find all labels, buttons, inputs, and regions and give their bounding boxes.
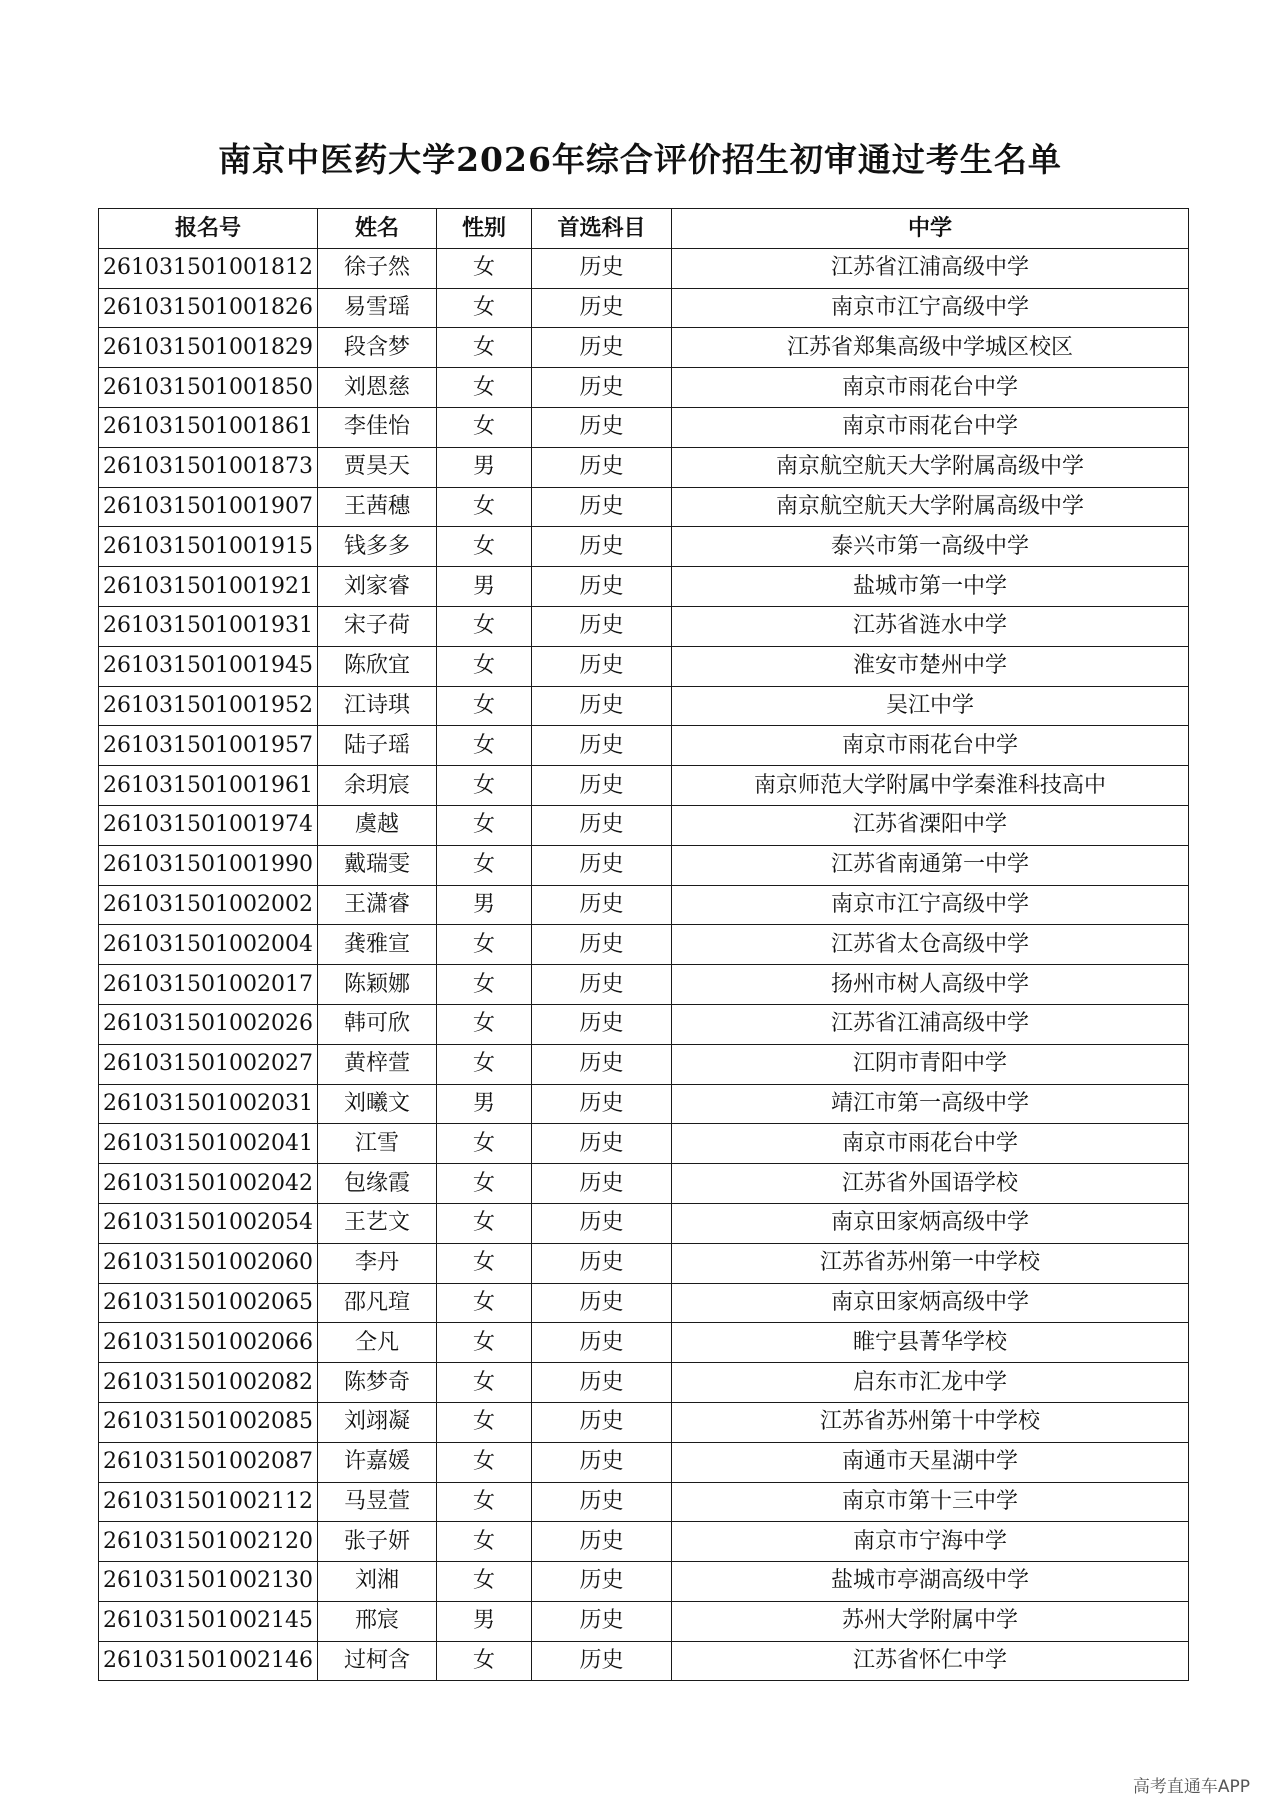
registration-number-cell: 261031501002026 (99, 1004, 318, 1044)
school-cell: 南京田家炳高级中学 (672, 1283, 1189, 1323)
table-row (99, 1641, 1189, 1681)
primary-subject-cell: 历史 (532, 1004, 672, 1044)
table-row (99, 1044, 1189, 1084)
school-cell: 南京市江宁高级中学 (672, 288, 1189, 328)
table-row (99, 487, 1189, 527)
school-cell: 江苏省苏州第十中学校 (672, 1402, 1189, 1442)
registration-number-cell: 261031501001945 (99, 646, 318, 686)
school-cell: 江苏省外国语学校 (672, 1164, 1189, 1204)
name-cell: 虞越 (318, 805, 437, 845)
primary-subject-cell: 历史 (532, 288, 672, 328)
registration-number-cell: 261031501001829 (99, 328, 318, 368)
school-cell: 盐城市第一中学 (672, 567, 1189, 607)
table-row (99, 1482, 1189, 1522)
primary-subject-cell: 历史 (532, 1164, 672, 1204)
name-cell: 徐子然 (318, 248, 437, 288)
gender-cell: 女 (437, 1124, 532, 1164)
name-cell: 龚雅宣 (318, 925, 437, 965)
name-cell: 李佳怡 (318, 407, 437, 447)
primary-subject-cell: 历史 (532, 885, 672, 925)
table-body (99, 248, 1189, 1681)
registration-number-cell: 261031501001873 (99, 447, 318, 487)
candidate-table (98, 208, 1189, 1681)
registration-number-cell: 261031501002054 (99, 1203, 318, 1243)
table-row (99, 845, 1189, 885)
gender-cell: 男 (437, 447, 532, 487)
school-cell: 靖江市第一高级中学 (672, 1084, 1189, 1124)
gender-cell: 女 (437, 925, 532, 965)
registration-number-cell: 261031501001812 (99, 248, 318, 288)
registration-number-cell: 261031501001921 (99, 567, 318, 607)
table-row (99, 646, 1189, 686)
gender-cell: 女 (437, 726, 532, 766)
name-cell: 陈颖娜 (318, 965, 437, 1005)
table-row (99, 1363, 1189, 1403)
registration-number-cell: 261031501002002 (99, 885, 318, 925)
school-cell: 江苏省江浦高级中学 (672, 1004, 1189, 1044)
school-cell: 淮安市楚州中学 (672, 646, 1189, 686)
gender-cell: 男 (437, 1601, 532, 1641)
school-cell: 南京市雨花台中学 (672, 1124, 1189, 1164)
school-cell: 南通市天星湖中学 (672, 1442, 1189, 1482)
table-row (99, 1402, 1189, 1442)
name-cell: 戴瑞雯 (318, 845, 437, 885)
name-cell: 宋子荷 (318, 606, 437, 646)
registration-number-cell: 261031501002060 (99, 1243, 318, 1283)
primary-subject-cell: 历史 (532, 1283, 672, 1323)
table-row (99, 328, 1189, 368)
primary-subject-cell: 历史 (532, 965, 672, 1005)
registration-number-cell: 261031501001952 (99, 686, 318, 726)
school-cell: 南京田家炳高级中学 (672, 1203, 1189, 1243)
gender-cell: 男 (437, 1084, 532, 1124)
gender-cell: 女 (437, 1442, 532, 1482)
header-school: 中学 (672, 209, 1189, 249)
gender-cell: 女 (437, 1243, 532, 1283)
gender-cell: 女 (437, 845, 532, 885)
table-row (99, 407, 1189, 447)
gender-cell: 男 (437, 885, 532, 925)
school-cell: 盐城市亭湖高级中学 (672, 1562, 1189, 1602)
name-cell: 李丹 (318, 1243, 437, 1283)
name-cell: 包缘霞 (318, 1164, 437, 1204)
table-row (99, 1522, 1189, 1562)
table-row (99, 1243, 1189, 1283)
table-row (99, 1084, 1189, 1124)
registration-number-cell: 261031501001915 (99, 527, 318, 567)
registration-number-cell: 261031501002082 (99, 1363, 318, 1403)
registration-number-cell: 261031501001961 (99, 766, 318, 806)
name-cell: 陆子瑶 (318, 726, 437, 766)
registration-number-cell: 261031501002087 (99, 1442, 318, 1482)
name-cell: 刘翊凝 (318, 1402, 437, 1442)
name-cell: 刘家睿 (318, 567, 437, 607)
gender-cell: 女 (437, 1641, 532, 1681)
gender-cell: 女 (437, 527, 532, 567)
table-row (99, 766, 1189, 806)
school-cell: 泰兴市第一高级中学 (672, 527, 1189, 567)
school-cell: 江苏省怀仁中学 (672, 1641, 1189, 1681)
table-row (99, 527, 1189, 567)
school-cell: 江苏省郑集高级中学城区校区 (672, 328, 1189, 368)
primary-subject-cell: 历史 (532, 1363, 672, 1403)
school-cell: 南京航空航天大学附属高级中学 (672, 487, 1189, 527)
school-cell: 南京市江宁高级中学 (672, 885, 1189, 925)
school-cell: 南京市雨花台中学 (672, 726, 1189, 766)
school-cell: 苏州大学附属中学 (672, 1601, 1189, 1641)
registration-number-cell: 261031501002120 (99, 1522, 318, 1562)
name-cell: 刘恩慈 (318, 368, 437, 408)
gender-cell: 女 (437, 1044, 532, 1084)
registration-number-cell: 261031501001974 (99, 805, 318, 845)
gender-cell: 女 (437, 766, 532, 806)
primary-subject-cell: 历史 (532, 1641, 672, 1681)
table-row (99, 925, 1189, 965)
table-row (99, 248, 1189, 288)
gender-cell: 女 (437, 1203, 532, 1243)
gender-cell: 女 (437, 248, 532, 288)
primary-subject-cell: 历史 (532, 845, 672, 885)
gender-cell: 女 (437, 805, 532, 845)
primary-subject-cell: 历史 (532, 1243, 672, 1283)
registration-number-cell: 261031501002066 (99, 1323, 318, 1363)
name-cell: 邵凡瑄 (318, 1283, 437, 1323)
school-cell: 扬州市树人高级中学 (672, 965, 1189, 1005)
name-cell: 过柯含 (318, 1641, 437, 1681)
school-cell: 南京市雨花台中学 (672, 368, 1189, 408)
gender-cell: 女 (437, 1323, 532, 1363)
name-cell: 江诗琪 (318, 686, 437, 726)
school-cell: 南京航空航天大学附属高级中学 (672, 447, 1189, 487)
primary-subject-cell: 历史 (532, 1402, 672, 1442)
school-cell: 江苏省溧阳中学 (672, 805, 1189, 845)
registration-number-cell: 261031501001957 (99, 726, 318, 766)
school-cell: 睢宁县菁华学校 (672, 1323, 1189, 1363)
school-cell: 南京市雨花台中学 (672, 407, 1189, 447)
name-cell: 邢宸 (318, 1601, 437, 1641)
table-row (99, 1601, 1189, 1641)
gender-cell: 男 (437, 567, 532, 607)
gender-cell: 女 (437, 1283, 532, 1323)
name-cell: 马昱萱 (318, 1482, 437, 1522)
school-cell: 江苏省苏州第一中学校 (672, 1243, 1189, 1283)
registration-number-cell: 261031501002146 (99, 1641, 318, 1681)
registration-number-cell: 261031501002145 (99, 1601, 318, 1641)
table-row (99, 965, 1189, 1005)
gender-cell: 女 (437, 328, 532, 368)
registration-number-cell: 261031501001861 (99, 407, 318, 447)
name-cell: 王艺文 (318, 1203, 437, 1243)
name-cell: 钱多多 (318, 527, 437, 567)
registration-number-cell: 261031501001907 (99, 487, 318, 527)
primary-subject-cell: 历史 (532, 646, 672, 686)
gender-cell: 女 (437, 1004, 532, 1044)
page-title: 南京中医药大学2026年综合评价招生初审通过考生名单 (218, 140, 1062, 179)
gender-cell: 女 (437, 487, 532, 527)
gender-cell: 女 (437, 1562, 532, 1602)
name-cell: 王茜穗 (318, 487, 437, 527)
name-cell: 江雪 (318, 1124, 437, 1164)
registration-number-cell: 261031501002042 (99, 1164, 318, 1204)
name-cell: 段含梦 (318, 328, 437, 368)
school-cell: 南京师范大学附属中学秦淮科技高中 (672, 766, 1189, 806)
primary-subject-cell: 历史 (532, 1522, 672, 1562)
name-cell: 许嘉媛 (318, 1442, 437, 1482)
table-row (99, 1562, 1189, 1602)
table-row (99, 606, 1189, 646)
registration-number-cell: 261031501002031 (99, 1084, 318, 1124)
registration-number-cell: 261031501001826 (99, 288, 318, 328)
table-row (99, 1323, 1189, 1363)
header-gender: 性别 (437, 209, 532, 249)
gender-cell: 女 (437, 1164, 532, 1204)
primary-subject-cell: 历史 (532, 766, 672, 806)
primary-subject-cell: 历史 (532, 248, 672, 288)
primary-subject-cell: 历史 (532, 606, 672, 646)
table-row (99, 368, 1189, 408)
gender-cell: 女 (437, 1402, 532, 1442)
primary-subject-cell: 历史 (532, 487, 672, 527)
name-cell: 易雪瑶 (318, 288, 437, 328)
name-cell: 仝凡 (318, 1323, 437, 1363)
registration-number-cell: 261031501002017 (99, 965, 318, 1005)
school-cell: 南京市第十三中学 (672, 1482, 1189, 1522)
name-cell: 陈梦奇 (318, 1363, 437, 1403)
primary-subject-cell: 历史 (532, 726, 672, 766)
table-row (99, 1203, 1189, 1243)
name-cell: 余玥宸 (318, 766, 437, 806)
name-cell: 张子妍 (318, 1522, 437, 1562)
registration-number-cell: 261031501002027 (99, 1044, 318, 1084)
primary-subject-cell: 历史 (532, 1203, 672, 1243)
table-row (99, 686, 1189, 726)
header-name: 姓名 (318, 209, 437, 249)
primary-subject-cell: 历史 (532, 407, 672, 447)
table-row (99, 1283, 1189, 1323)
table-row (99, 1442, 1189, 1482)
school-cell: 江苏省涟水中学 (672, 606, 1189, 646)
table-row (99, 1164, 1189, 1204)
primary-subject-cell: 历史 (532, 1044, 672, 1084)
primary-subject-cell: 历史 (532, 1562, 672, 1602)
table-row (99, 805, 1189, 845)
primary-subject-cell: 历史 (532, 1084, 672, 1124)
registration-number-cell: 261031501002041 (99, 1124, 318, 1164)
primary-subject-cell: 历史 (532, 368, 672, 408)
primary-subject-cell: 历史 (532, 1601, 672, 1641)
gender-cell: 女 (437, 1363, 532, 1403)
primary-subject-cell: 历史 (532, 328, 672, 368)
gender-cell: 女 (437, 965, 532, 1005)
school-cell: 江苏省南通第一中学 (672, 845, 1189, 885)
name-cell: 刘湘 (318, 1562, 437, 1602)
name-cell: 黄梓萱 (318, 1044, 437, 1084)
primary-subject-cell: 历史 (532, 567, 672, 607)
gender-cell: 女 (437, 646, 532, 686)
primary-subject-cell: 历史 (532, 1442, 672, 1482)
primary-subject-cell: 历史 (532, 1323, 672, 1363)
header-registration-number: 报名号 (99, 209, 318, 249)
gender-cell: 女 (437, 368, 532, 408)
table-row (99, 726, 1189, 766)
gender-cell: 女 (437, 1522, 532, 1562)
gender-cell: 女 (437, 288, 532, 328)
school-cell: 江苏省太仓高级中学 (672, 925, 1189, 965)
table-row (99, 447, 1189, 487)
table-row (99, 885, 1189, 925)
table-row (99, 1124, 1189, 1164)
gender-cell: 女 (437, 606, 532, 646)
school-cell: 吴江中学 (672, 686, 1189, 726)
school-cell: 江阴市青阳中学 (672, 1044, 1189, 1084)
primary-subject-cell: 历史 (532, 1124, 672, 1164)
school-cell: 南京市宁海中学 (672, 1522, 1189, 1562)
school-cell: 江苏省江浦高级中学 (672, 248, 1189, 288)
primary-subject-cell: 历史 (532, 925, 672, 965)
name-cell: 韩可欣 (318, 1004, 437, 1044)
gender-cell: 女 (437, 1482, 532, 1522)
header-primary-subject: 首选科目 (532, 209, 672, 249)
name-cell: 贾昊天 (318, 447, 437, 487)
name-cell: 王潇睿 (318, 885, 437, 925)
primary-subject-cell: 历史 (532, 527, 672, 567)
table-row (99, 567, 1189, 607)
primary-subject-cell: 历史 (532, 805, 672, 845)
primary-subject-cell: 历史 (532, 1482, 672, 1522)
registration-number-cell: 261031501001850 (99, 368, 318, 408)
school-cell: 启东市汇龙中学 (672, 1363, 1189, 1403)
gender-cell: 女 (437, 407, 532, 447)
watermark: 高考直通车APP (1132, 1777, 1250, 1797)
name-cell: 陈欣宜 (318, 646, 437, 686)
registration-number-cell: 261031501002065 (99, 1283, 318, 1323)
table-row (99, 288, 1189, 328)
registration-number-cell: 261031501002130 (99, 1562, 318, 1602)
gender-cell: 女 (437, 686, 532, 726)
primary-subject-cell: 历史 (532, 686, 672, 726)
name-cell: 刘曦文 (318, 1084, 437, 1124)
registration-number-cell: 261031501002085 (99, 1402, 318, 1442)
registration-number-cell: 261031501002112 (99, 1482, 318, 1522)
registration-number-cell: 261031501001931 (99, 606, 318, 646)
registration-number-cell: 261031501001990 (99, 845, 318, 885)
registration-number-cell: 261031501002004 (99, 925, 318, 965)
table-row (99, 1004, 1189, 1044)
primary-subject-cell: 历史 (532, 447, 672, 487)
table-header-row (99, 209, 1189, 249)
